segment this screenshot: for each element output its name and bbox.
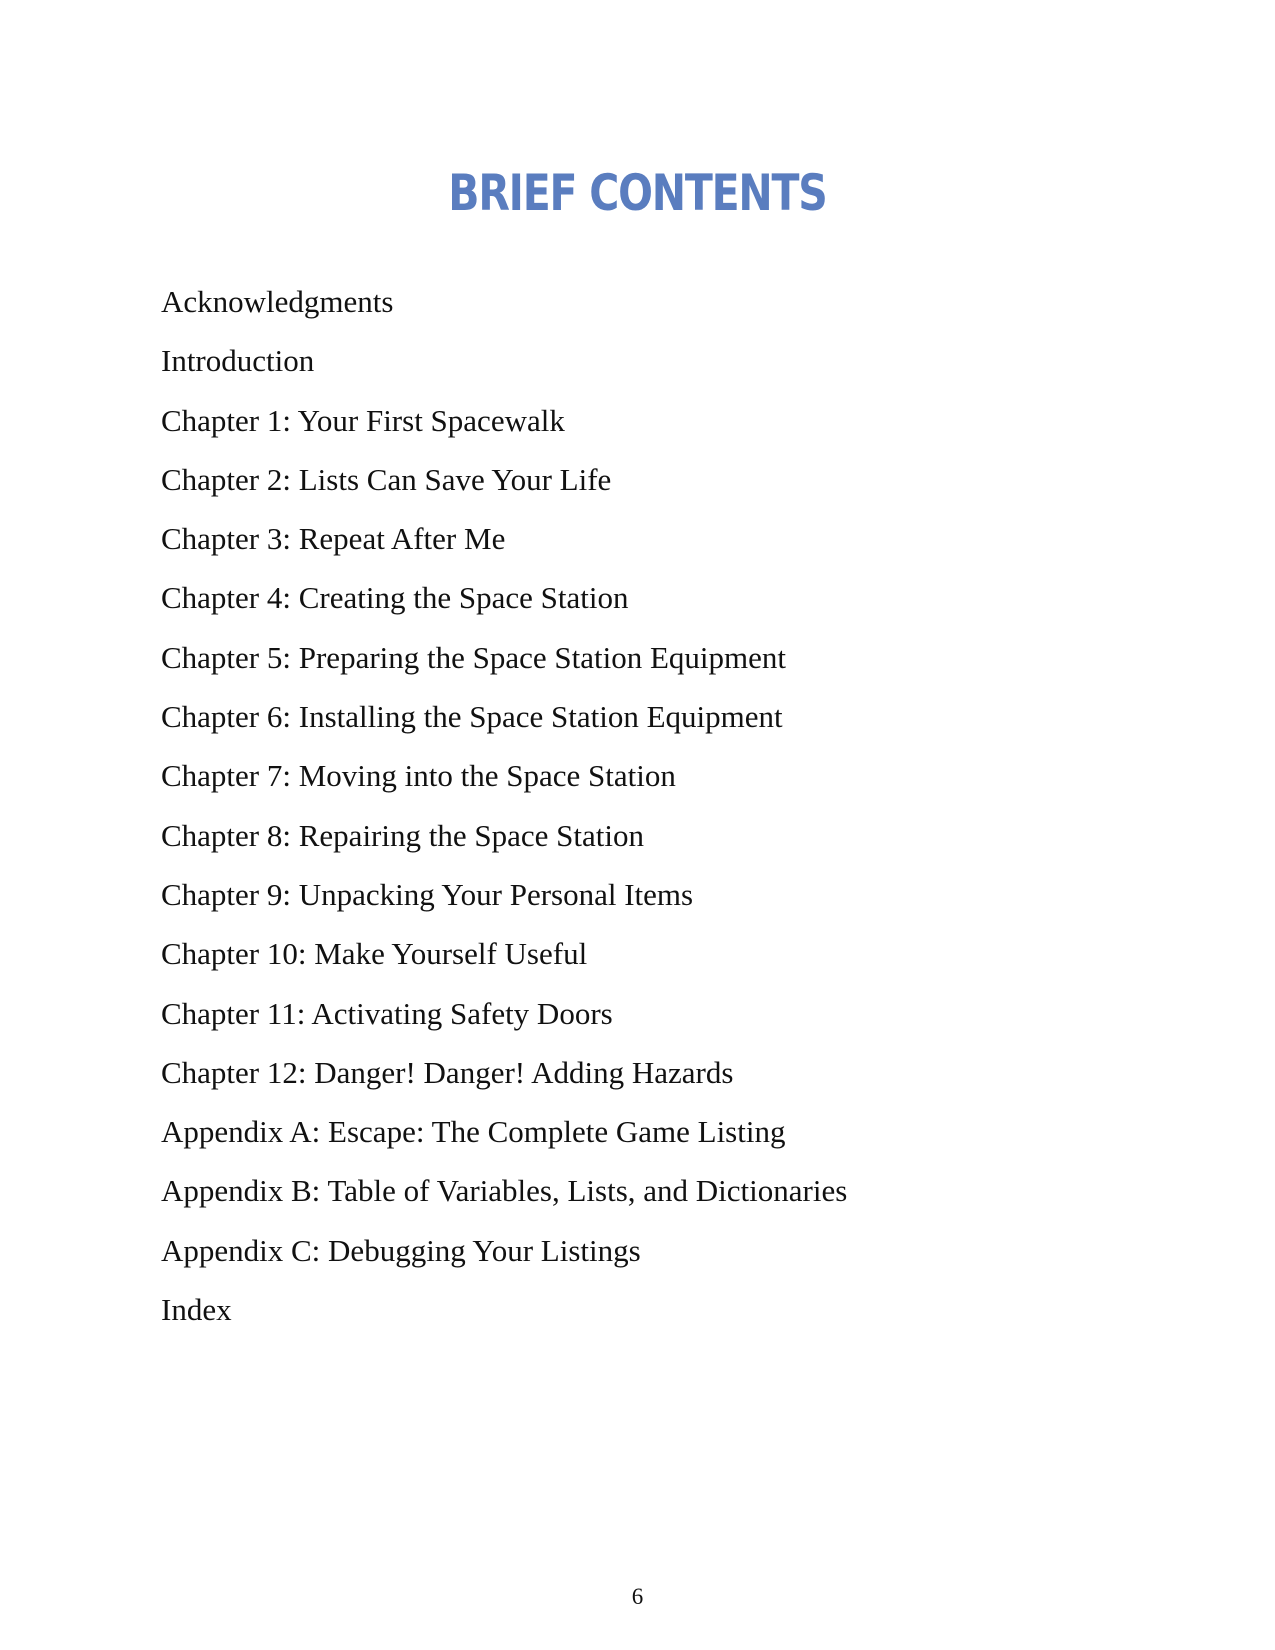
toc-entry: Chapter 3: Repeat After Me — [161, 521, 506, 557]
toc-entry: Chapter 8: Repairing the Space Station — [161, 817, 644, 853]
toc-entry: Chapter 7: Moving into the Space Station — [161, 758, 676, 794]
toc-entry: Appendix C: Debugging Your Listings — [161, 1232, 641, 1268]
toc-entry: Index — [161, 1292, 232, 1328]
toc-entry: Chapter 4: Creating the Space Station — [161, 580, 629, 616]
toc-entry: Introduction — [161, 343, 315, 379]
toc-entry: Chapter 5: Preparing the Space Station Equipment — [161, 639, 787, 675]
toc-entry: Appendix A: Escape: The Complete Game Listing — [161, 1114, 786, 1150]
toc-entry: Chapter 11: Activating Safety Doors — [161, 995, 613, 1031]
toc-entry: Chapter 1: Your First Spacewalk — [161, 402, 565, 438]
toc-entry: Chapter 9: Unpacking Your Personal Items — [161, 876, 694, 912]
page-number: 6 — [631, 1584, 644, 1609]
page-title: BRIEF CONTENTS — [448, 164, 827, 222]
toc-entry: Appendix B: Table of Variables, Lists, and Dictionaries — [161, 1173, 848, 1209]
toc-entry: Chapter 12: Danger! Danger! Adding Hazards — [161, 1054, 734, 1090]
toc-entry: Acknowledgments — [161, 284, 394, 319]
brief-contents-list — [161, 272, 847, 1339]
toc-entry: Chapter 6: Installing the Space Station Equipment — [161, 699, 783, 735]
toc-entry: Chapter 2: Lists Can Save Your Life — [161, 461, 612, 497]
toc-entry: Chapter 10: Make Yourself Useful — [161, 936, 588, 972]
